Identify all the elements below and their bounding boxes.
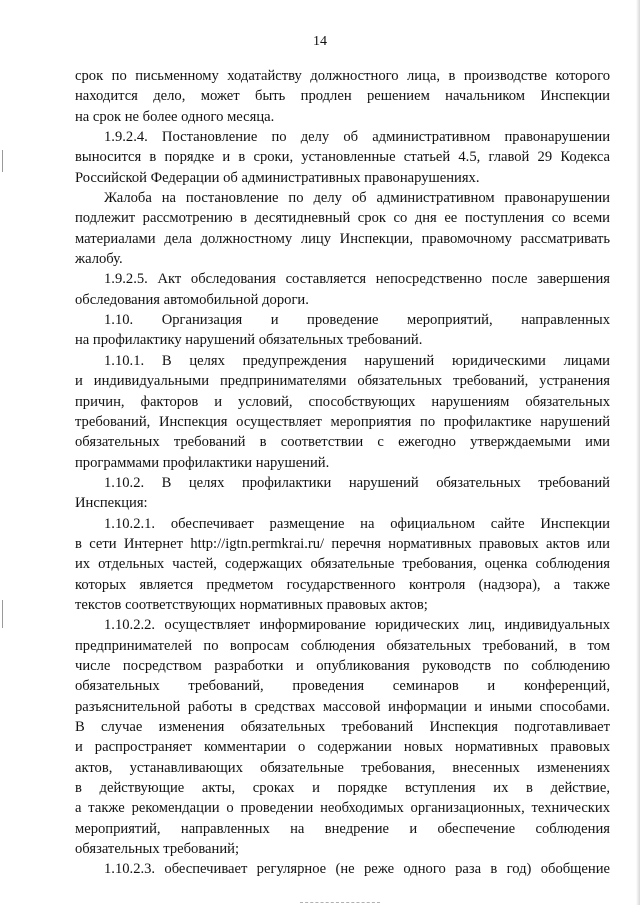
paragraph-line: актов, устанавливающих обязательные требования, внесенных изменениях	[75, 759, 610, 776]
paragraph-line: разъяснительной работы в средствах массовой информации и иными способами.	[75, 698, 610, 715]
page-edge-shadow	[636, 0, 640, 905]
scan-artifact	[300, 900, 380, 903]
paragraph-line: числе посредством разработки и опубликования руководств по соблюдению	[75, 657, 610, 674]
paragraph-line: в сети Интернет http://igtn.permkrai.ru/ перечня нормативных правовых актов или	[75, 535, 610, 552]
paragraph-line: которых является предметом государственного контроля (надзора), а также	[75, 576, 610, 593]
margin-mark	[2, 150, 3, 172]
paragraph-line: на профилактику нарушений обязательных требований.	[75, 332, 423, 349]
document-body	[75, 66, 610, 880]
paragraph-line: обязательных требований в соответствии с ежегодно утверждаемыми ими	[75, 434, 610, 451]
paragraph-line: текстов соответствующих нормативных правовых актов;	[75, 596, 428, 613]
paragraph-line: а также рекомендации о проведении необходимых организационных, технических	[75, 800, 610, 817]
paragraph-line: программами профилактики нарушений.	[75, 454, 330, 471]
paragraph-line: Российской Федерации об административных правонарушениях.	[75, 169, 480, 186]
paragraph-first-line: 1.10.2.1. обеспечивает размещение на официальном сайте Инспекции	[104, 515, 610, 532]
paragraph-first-line: 1.10.2.2. осуществляет информирование юридических лиц, индивидуальных	[104, 617, 610, 634]
paragraph-first-line: 1.9.2.4. Постановление по делу об административном правонарушении	[104, 129, 610, 146]
paragraph-line: жалобу.	[75, 251, 123, 268]
page-number: 14	[313, 34, 327, 49]
paragraph-line: их отдельных частей, содержащих обязательные требования, оценка соблюдения	[75, 556, 610, 573]
paragraph-line: материалами дела должностному лицу Инспекции, правомочному рассматривать	[75, 230, 610, 247]
paragraph-first-line: 1.10.2.3. обеспечивает регулярное (не реже одного раза в год) обобщение	[104, 861, 610, 878]
paragraph-line: и распространяет комментарии о содержании новых нормативных правовых	[75, 739, 610, 756]
paragraph-line: В случае изменения обязательных требований Инспекция подготавливает	[75, 719, 610, 735]
paragraph-line: обязательных требований, проведения семинаров и конференций,	[75, 678, 610, 695]
paragraph-line: причин, факторов и условий, способствующих нарушениям обязательных	[75, 393, 610, 410]
paragraph-line: предпринимателей по вопросам соблюдения обязательных требований, в том	[75, 637, 610, 654]
paragraph-line: обследования автомобильной дороги.	[75, 291, 309, 308]
paragraph-first-line: 1.10. Организация и проведение мероприятий, направленных	[104, 312, 610, 329]
paragraph-line: Инспекция:	[75, 495, 148, 512]
paragraph-line: на срок не более одного месяца.	[75, 108, 275, 125]
paragraph-first-line: 1.9.2.5. Акт обследования составляется непосредственно после завершения	[104, 271, 610, 288]
paragraph-line: в действующие акты, сроках и порядке вступления их в действие,	[75, 780, 610, 797]
paragraph-line: срок по письменному ходатайству должностного лица, в производстве которого	[75, 68, 610, 84]
paragraph-line: подлежит рассмотрению в десятидневный срок со дня ее поступления со всеми	[75, 210, 610, 227]
paragraph-line: мероприятий, направленных на внедрение и обеспечение соблюдения	[75, 820, 610, 837]
paragraph-line: и индивидуальными предпринимателями обязательных требований, устранения	[75, 373, 610, 390]
paragraph-line: выносится в порядке и в сроки, установленные статьей 4.5, главой 29 Кодекса	[75, 149, 610, 166]
paragraph-first-line: 1.10.1. В целях предупреждения нарушений юридическими лицами	[104, 352, 610, 369]
paragraph-line: находится дело, может быть продлен решением начальником Инспекции	[75, 88, 610, 105]
margin-mark	[2, 600, 3, 628]
paragraph-first-line: Жалоба на постановление по делу об административном правонарушении	[104, 190, 610, 207]
paragraph-first-line: 1.10.2. В целях профилактики нарушений обязательных требований	[104, 474, 610, 491]
paragraph-line: требований, Инспекция осуществляет мероприятия по профилактике нарушений	[75, 413, 610, 430]
paragraph-line: обязательных требований;	[75, 841, 240, 858]
